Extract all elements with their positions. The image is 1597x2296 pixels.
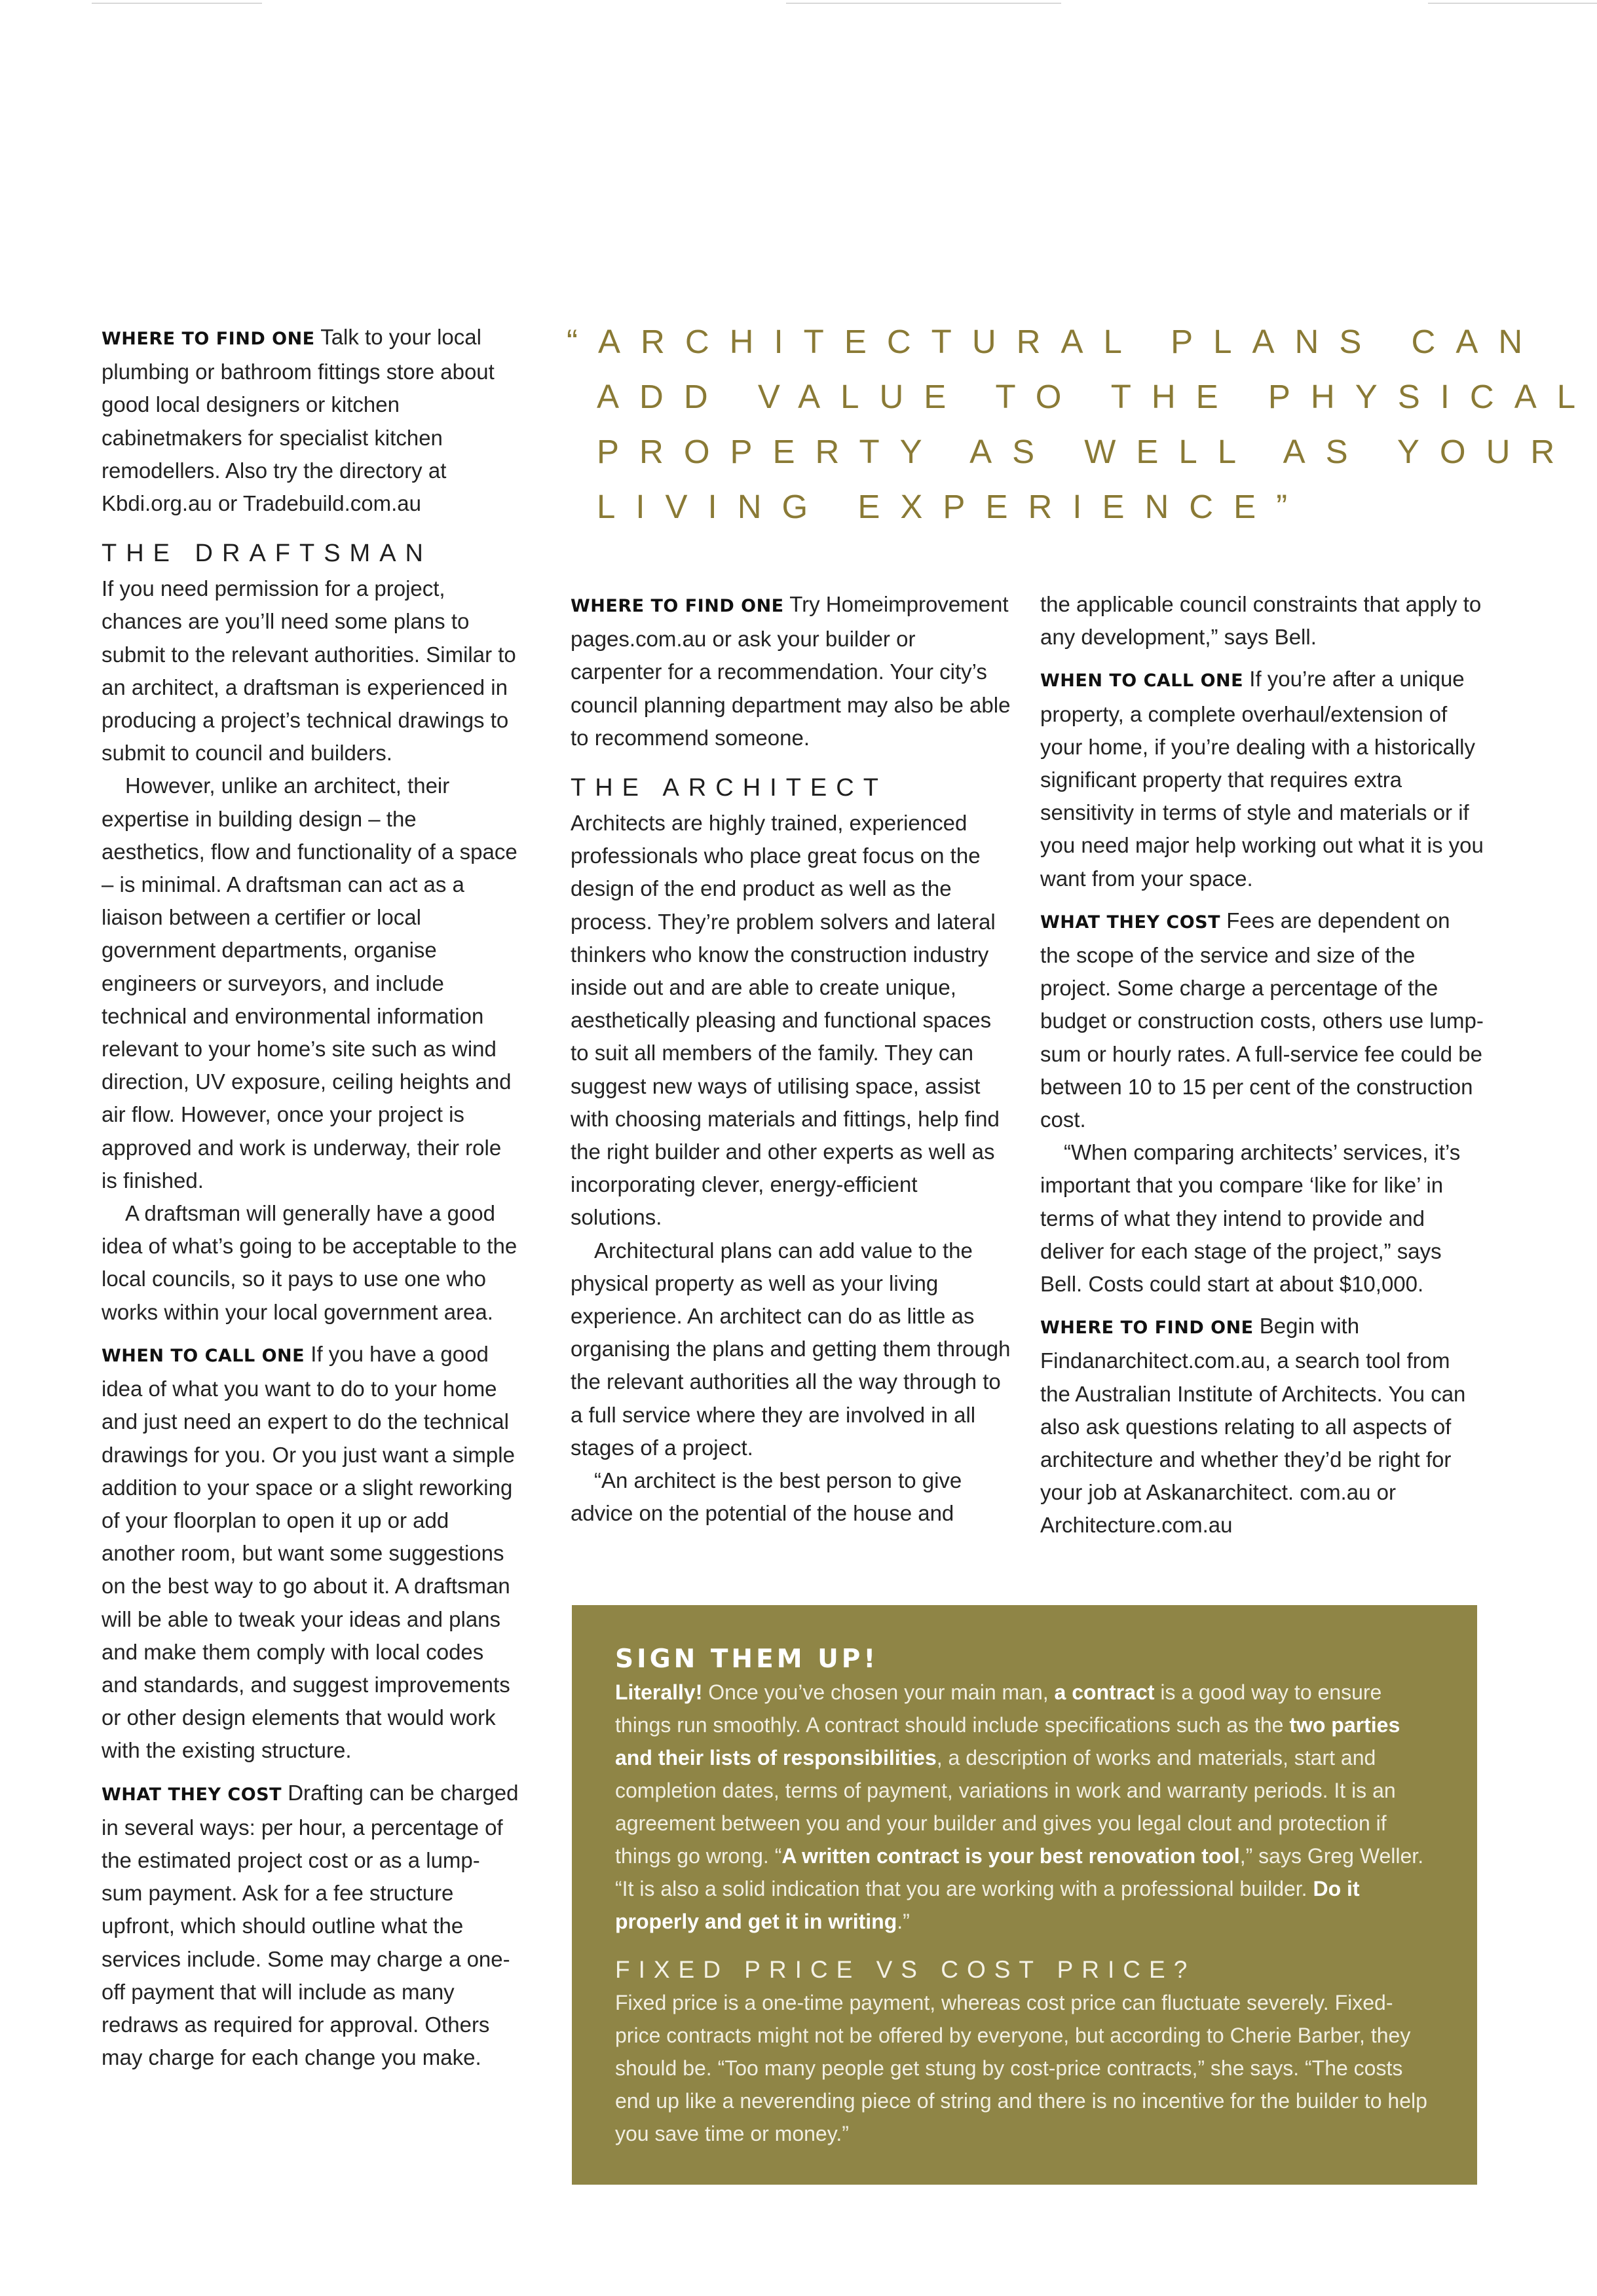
- run-in-heading: WHEN TO CALL ONE: [1040, 671, 1244, 692]
- emphasis: Do it properly and get it in writing: [615, 1877, 1360, 1933]
- run-in-heading: WHAT THEY COST: [102, 1784, 282, 1805]
- paragraph-text: Drafting can be charged in several ways: per hour, a percentage of the estimated project cost or as a lump-sum payment. Ask for a fee structure upfront, which should outline what the services include. Some may charge a one-off payment that will include as many redraws as required for approval. Others may charge for each change you make.: [102, 1780, 519, 2070]
- section-heading-architect: THE ARCHITECT: [571, 774, 888, 802]
- paragraph: However, unlike an architect, their expertise in building design – the aesthetics, flow and functionality of a space – is minimal. A draftsman can act as a liaison between a certifier or local government departments, organise engineers or surveyors, and include technical and environmental information relevant to your home’s site such as wind direction, UV exposure, ceiling heights and air flow. However, once your project is approved and work is underway, their role is finished.: [102, 773, 517, 1193]
- paragraph: the applicable council constraints that apply to any development,” says Bell.: [1040, 592, 1482, 650]
- scan-edge-line: [1428, 3, 1597, 4]
- paragraph: [102, 321, 521, 520]
- paragraph: If you need permission for a project, chances are you’ll need some plans to submit to the relevant authorities. Similar to an architect, a draftsman is experienced in producing a project’s technical drawings to submit to council and builders.: [102, 576, 516, 766]
- paragraph-text: If you have a good idea of what you want to do to your home and just need an expert to do the technical drawings for you. Or you just want a simple addition to your space or a slight reworking of your floorplan to open it up or add another room, but want some suggestions on the best way to go about it. A draftsman will be able to tweak your ideas and plans and make them comply with local codes and standards, and suggest improvements or other design elements that would work with the existing structure.: [102, 1341, 515, 1763]
- run-in-heading: WHERE TO FIND ONE: [571, 596, 784, 616]
- paragraph-text: If you’re after a unique property, a complete overhaul/extension of your home, if you’re dealing with a historically significant property that requires extra sensitivity in terms of style and materials or if you need major help working out what it is you want from your space.: [1040, 667, 1484, 891]
- emphasis: Literally!: [615, 1680, 703, 1704]
- pull-quote-line: PROPERTY AS WELL AS YOUR: [597, 433, 1575, 470]
- emphasis: A written contract is your best renovation tool: [781, 1844, 1240, 1868]
- sidebar-text: Once you’ve chosen your main man,: [702, 1680, 1055, 1704]
- sidebar-text: , a description of works and materials, start and completion dates, terms of payment, variations in work and warranty periods. It is an agreement between you and your builder and gives you legal clout and protection if things go wrong. “: [615, 1746, 1396, 1868]
- paragraph: [1040, 1310, 1486, 1542]
- sidebar-paragraph: [615, 1676, 1434, 1938]
- run-in-heading: WHERE TO FIND ONE: [1040, 1318, 1254, 1339]
- pull-quote-line: ADD VALUE TO THE PHYSICAL: [597, 378, 1596, 415]
- run-in-heading: WHERE TO FIND ONE: [102, 329, 315, 349]
- sidebar-text: .”: [897, 1910, 910, 1933]
- sidebar-paragraph: Fixed price is a one-time payment, whereas cost price can fluctuate severely. Fixed-price contracts might not be offered by everyone, but according to Cherie Barber, they should be. “Too many people get stung by cost-price contracts,” she says. “The costs end up like a neverending piece of string and there is no incentive for the builder to help you save time or money.”: [615, 1991, 1427, 2145]
- paragraph: [1040, 904, 1486, 1136]
- paragraph: [102, 1338, 521, 1768]
- scan-edge-line: [92, 3, 262, 4]
- paragraph-text: Talk to your local plumbing or bathroom fittings store about good local designers or kitchen cabinetmakers for specialist kitchen remodellers. Also try the directory at Kbdi.org.au or Tradebuild.com.au: [102, 325, 495, 516]
- column-left: [102, 321, 521, 2074]
- scan-edge-line: [786, 3, 1061, 4]
- paragraph-text: Begin with Findanarchitect.com.au, a search tool from the Australian Institute of Architects. You can also ask questions relating to all aspects of architecture and whether they’d be right for your job at Askanarchitect. com.au or Architecture.com.au: [1040, 1314, 1466, 1538]
- pull-quote-line: LIVING EXPERIENCE”: [597, 488, 1308, 525]
- paragraph: Architectural plans can add value to the physical property as well as your living experience. An architect can do as little as organising the plans and getting them through the relevant authorities all the way through to a full service where they are involved in all stages of a project.: [571, 1238, 1011, 1460]
- pull-quote-line: “ARCHITECTURAL PLANS CAN: [567, 323, 1543, 360]
- emphasis: two parties and their lists of responsibilities: [615, 1713, 1400, 1769]
- paragraph: [102, 1777, 521, 2075]
- paragraph-text: Try Homeimprovement pages.com.au or ask your builder or carpenter for a recommendation. Your city’s council planning department may also be able to recommend someone.: [571, 592, 1011, 750]
- paragraph: [1040, 663, 1486, 895]
- column-right: [1040, 588, 1486, 1542]
- pull-quote: [567, 314, 1596, 534]
- run-in-heading: WHAT THEY COST: [1040, 912, 1221, 933]
- sidebar-box-contracts: [572, 1605, 1477, 2185]
- sidebar-heading: FIXED PRICE VS COST PRICE?: [615, 1956, 1196, 1983]
- run-in-heading: WHEN TO CALL ONE: [102, 1345, 305, 1366]
- sidebar-text: ,” says Greg Weller. “It is also a solid indication that you are working with a professional builder.: [615, 1844, 1424, 1900]
- paragraph: [571, 588, 1013, 754]
- paragraph: A draftsman will generally have a good idea of what’s going to be acceptable to the local councils, so it pays to use one who works within your local government area.: [102, 1201, 517, 1324]
- sidebar-text: is a good way to ensure things run smoothly. A contract should include specifications such as the: [615, 1680, 1382, 1737]
- sidebar-title: SIGN THEM UP!: [615, 1644, 879, 1674]
- paragraph: Architects are highly trained, experienced professionals who place great focus on the design of the end product as well as the process. They’re problem solvers and lateral thinkers who know the construction industry inside out and are able to create unique, aesthetically pleasing and functional spaces to suit all members of the family. They can suggest new ways of utilising space, assist with choosing materials and fittings, help find the right builder and other experts as well as incorporating clever, energy-efficient solutions.: [571, 811, 1000, 1230]
- column-middle: [571, 588, 1013, 1530]
- paragraph: “An architect is the best person to give advice on the potential of the house and: [571, 1468, 962, 1526]
- section-heading-draftsman: THE DRAFTSMAN: [102, 540, 432, 568]
- paragraph-text: Fees are dependent on the scope of the service and size of the project. Some charge a percentage of the budget or construction costs, others use lump-sum or hourly rates. A full-service fee could be between 10 to 15 per cent of the construction cost.: [1040, 908, 1484, 1132]
- emphasis: a contract: [1054, 1680, 1155, 1704]
- paragraph: “When comparing architects’ services, it’s important that you compare ‘like for like’ in terms of what they intend to provide and deliver for each stage of the project,” says Bell. Costs could start at about $10,000.: [1040, 1140, 1461, 1297]
